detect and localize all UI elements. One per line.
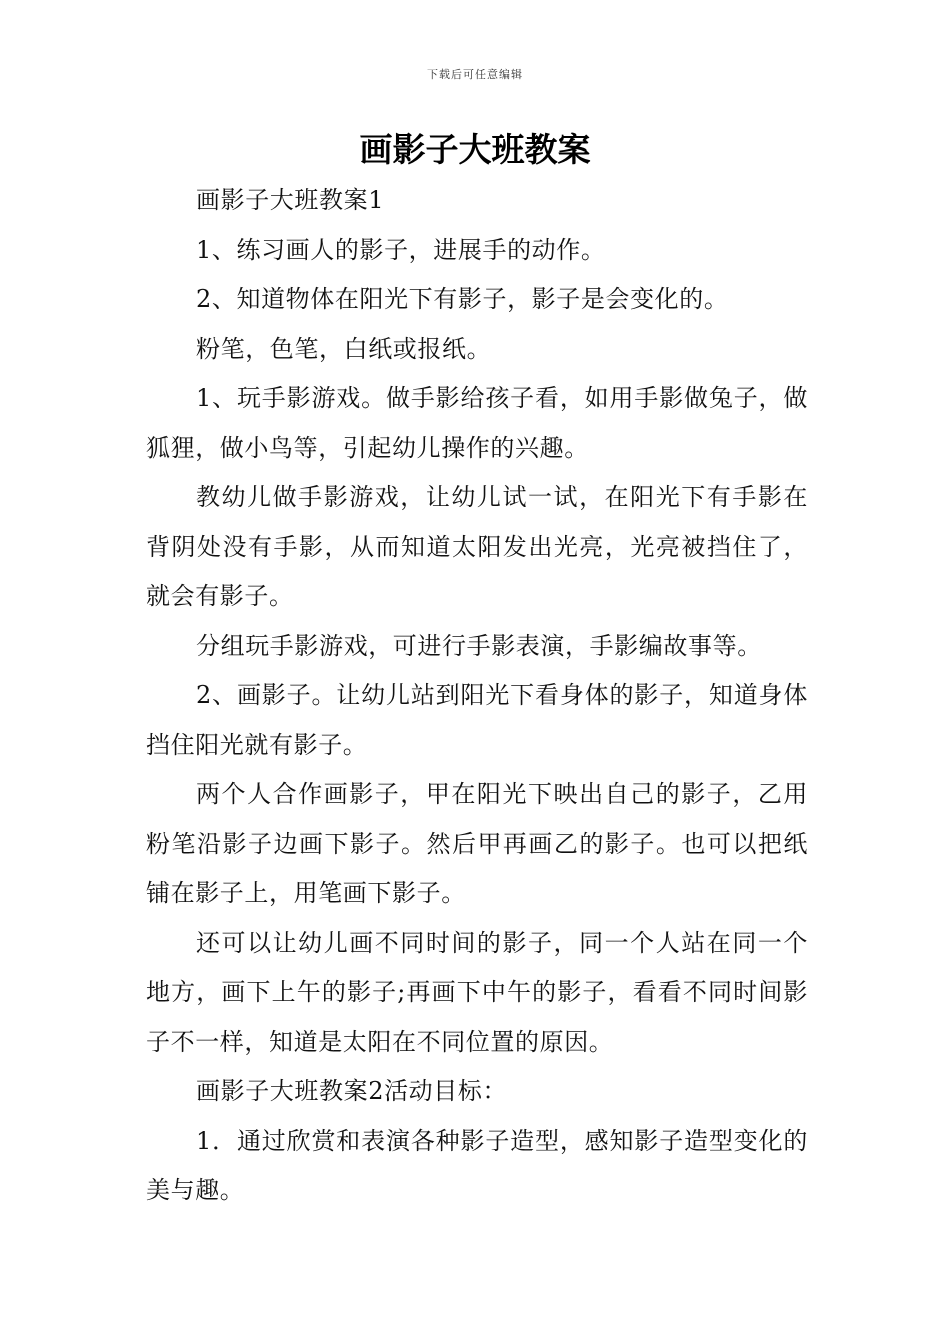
paragraph: 还可以让幼儿画不同时间的影子，同一个人站在同一个地方，画下上午的影子;再画下中午的影子，看看不同时间影子不一样，知道是太阳在不同位置的原因。 bbox=[146, 928, 808, 1056]
paragraph: 画影子大班教案2活动目标： bbox=[196, 1077, 508, 1105]
paragraph: 1、玩手影游戏。做手影给孩子看，如用手影做兔子，做狐狸，做小鸟等，引起幼儿操作的兴趣。 bbox=[146, 384, 808, 462]
paragraph: 2、画影子。让幼儿站到阳光下看身体的影子，知道身体挡住阳光就有影子。 bbox=[146, 681, 808, 759]
paragraph: 分组玩手影游戏，可进行手影表演，手影编故事等。 bbox=[196, 631, 762, 660]
paragraph: 两个人合作画影子，甲在阳光下映出自己的影子，乙用粉笔沿影子边画下影子。然后甲再画乙的影子。也可以把纸铺在影子上，用笔画下影子。 bbox=[146, 780, 808, 907]
paragraph: 教幼儿做手影游戏，让幼儿试一试，在阳光下有手影在背阴处没有手影，从而知道太阳发出光亮，光亮被挡住了，就会有影子。 bbox=[146, 483, 808, 610]
paragraph: 1．通过欣赏和表演各种影子造型，感知影子造型变化的美与趣。 bbox=[146, 1126, 808, 1204]
document-body bbox=[146, 176, 808, 1216]
paragraph: 1、练习画人的影子，进展手的动作。 bbox=[196, 235, 606, 264]
paragraph: 画影子大班教案1 bbox=[196, 186, 385, 214]
header-note: 下载后可任意编辑 bbox=[427, 68, 523, 81]
paragraph: 粉笔，色笔，白纸或报纸。 bbox=[196, 334, 492, 363]
paragraph: 2、知道物体在阳光下有影子，影子是会变化的。 bbox=[196, 285, 729, 313]
document-title: 画影子大班教案 bbox=[359, 130, 591, 169]
